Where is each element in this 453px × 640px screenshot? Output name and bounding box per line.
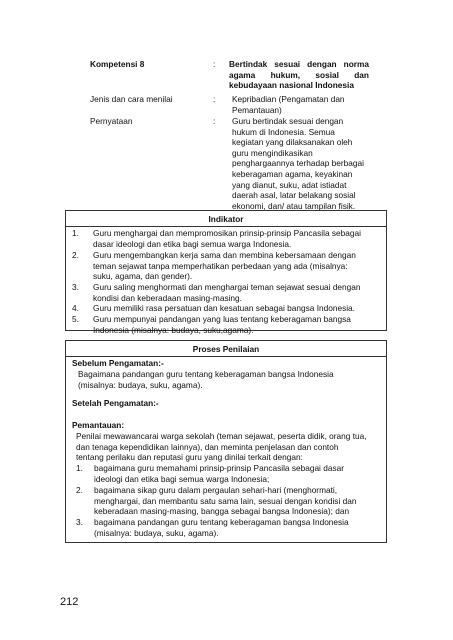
indikator-item-number: 4. <box>72 303 79 313</box>
indikator-line: Guru memiliki rasa persatuan dan kesatuan sebagai bangsa Indonesia. <box>93 303 355 313</box>
pernyataan-colon: : <box>213 116 216 126</box>
indikator-divider <box>66 226 386 227</box>
indikator-item-text <box>93 250 356 282</box>
pernyataan-value-line: penghargaannya terhadap berbagai <box>232 158 364 169</box>
indikator-line: dasar ideologi dan etika bagi semua warga Indonesia. <box>93 238 292 249</box>
pernyataan-value-line: ekonomi, dan/ atau tampilan fisik. <box>232 200 356 211</box>
jenis-value <box>232 94 372 115</box>
pemantauan-item-line: menghargai, dan membantu satu sama lain, sesuai dengan kondisi dan <box>94 495 357 506</box>
kompetensi-colon: : <box>213 59 216 69</box>
pemantauan-item-line: bagaimana pandangan guru tentang keberagaman bangsa Indonesia <box>94 517 349 527</box>
proses-box <box>65 340 387 543</box>
pemantauan-item-number: 3. <box>76 517 83 527</box>
kompetensi-value-line: agama hukum, sosial dan <box>229 69 369 80</box>
indikator-item-number: 5. <box>72 314 79 324</box>
pemantauan-item-line: ideologi dan etika bagi semua warga Indonesia; <box>94 473 270 484</box>
jenis-label: Jenis dan cara menilai <box>90 94 173 104</box>
pemantauan-line: tentang perilaku dan reputasi guru yang dinilai terkait dengan: <box>76 452 303 463</box>
pemantauan-item-line: (misalnya: budaya, suku, agama). <box>94 527 219 538</box>
pernyataan-value-line: keberagaman agama, keyakinan <box>232 168 353 179</box>
jenis-value-line: Pemantauan) <box>232 104 282 115</box>
pemantauan-item-line: bagaimana sikap guru dalam pergaulan sehari-hari (menghormati, <box>94 485 338 495</box>
pemantauan-item-number: 2. <box>76 485 83 495</box>
indikator-item-text <box>93 228 361 249</box>
indikator-item-number: 3. <box>72 282 79 292</box>
pemantauan-item-text <box>94 485 356 517</box>
pernyataan-value <box>232 116 372 211</box>
indikator-item-text <box>93 314 351 335</box>
pemantauan-text <box>76 431 367 463</box>
pemantauan-item-text <box>94 517 349 538</box>
sebelum-text <box>78 369 334 390</box>
indikator-item-text <box>93 282 361 303</box>
pernyataan-value-line: hukum di Indonesia. Semua <box>232 126 335 137</box>
jenis-value-line: Kepribadian (Pengamatan dan <box>232 94 345 104</box>
kompetensi-label: Kompetensi 8 <box>90 59 145 69</box>
indikator-title: Indikator <box>208 214 244 224</box>
pemantauan-line: dan tenaga kependidikan lainnya), dan meminta penjelasan dan contoh <box>76 441 339 452</box>
indikator-line: suku, agama, dan gender). <box>93 271 193 282</box>
kompetensi-value-line: Bertindak sesuai dengan norma <box>229 59 369 69</box>
pemantauan-item-text <box>94 463 344 484</box>
proses-divider <box>66 356 386 357</box>
indikator-line: teman sejawat tanpa memperhatikan perbedaan yang ada (misalnya: <box>93 260 348 271</box>
page-number: 212 <box>60 596 79 608</box>
proses-title: Proses Penilaian <box>192 344 260 354</box>
indikator-line: Guru mempunyai pandangan yang luas tentang keberagaman bangsa <box>93 314 351 324</box>
kompetensi-value <box>229 59 369 91</box>
kompetensi-value-line: kebudayaan nasional Indonesia <box>229 80 354 91</box>
sebelum-line: (misalnya: budaya, suku, agama). <box>78 379 203 390</box>
pernyataan-value-line: guru mengindikasikan <box>232 147 313 158</box>
pernyataan-value-line: daerah asal, latar belakang sosial <box>232 190 356 201</box>
pernyataan-value-line: kegiatan yang dilaksanakan oleh <box>232 137 353 148</box>
indikator-item-text <box>93 303 355 314</box>
indikator-item-number: 2. <box>72 250 79 260</box>
pemantauan-item-number: 1. <box>76 463 83 473</box>
indikator-box <box>65 210 387 335</box>
pemantauan-line: Penilai mewawancarai warga sekolah (teman sejawat, peserta didik, orang tua, <box>76 431 367 441</box>
jenis-colon: : <box>213 94 216 104</box>
indikator-line: Guru menghargai dan mempromosikan prinsip-prinsip Pancasila sebagai <box>93 228 361 238</box>
indikator-line: Guru saling menghormati dan menghargai teman sejawat sesuai dengan <box>93 282 361 292</box>
setelah-title: Setelah Pengamatan:- <box>72 398 159 408</box>
pernyataan-value-line: Guru bertindak sesuai dengan <box>232 116 344 126</box>
indikator-line: kondisi dan keberadaan masing-masing. <box>93 292 242 303</box>
sebelum-title: Sebelum Pengamatan:- <box>72 358 164 368</box>
pemantauan-item-line: bagaimana guru memahami prinsip-prinsip Pancasila sebagai dasar <box>94 463 344 473</box>
indikator-line: Guru mengembangkan kerja sama dan membina kebersamaan dengan <box>93 250 356 260</box>
pemantauan-item-line: keberadaan masing-masing, bangga sebagai bangsa Indonesia); dan <box>94 506 350 517</box>
indikator-line: Indonesia (misalnya: budaya, suku,agama). <box>93 324 254 335</box>
indikator-item-number: 1. <box>72 228 79 238</box>
pernyataan-value-line: yang dianut, suku, adat istiadat <box>232 179 347 190</box>
pernyataan-label: Pernyataan <box>90 116 133 126</box>
pemantauan-title: Pemantauan: <box>72 420 125 430</box>
sebelum-line: Bagaimana pandangan guru tentang keberagaman bangsa Indonesia <box>78 369 334 379</box>
